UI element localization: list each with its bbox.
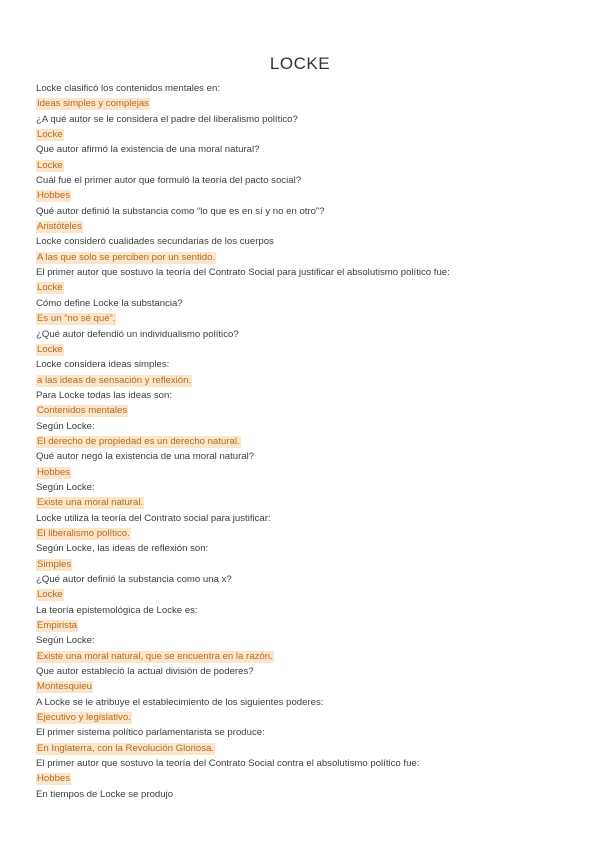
qa-list: [36, 81, 576, 802]
question-text: ¿Qué autor definió la substancia como una x?: [36, 574, 232, 585]
question-text: Qué autor negó la existencia de una moral natural?: [36, 451, 255, 463]
question-text: La teoría epistemológica de Locke es:: [36, 604, 198, 616]
highlighted-answer: Ideas simples y complejas: [37, 98, 149, 110]
answer-row: [36, 342, 576, 357]
question-text: ¿Qué autor defendió un individualismo político?: [36, 328, 239, 340]
question-text: Para Locke todas las ideas son:: [36, 389, 172, 401]
question-text: Locke considera ideas simples:: [36, 359, 170, 371]
highlighted-answer: Locke: [37, 343, 63, 355]
answer-row: [36, 649, 576, 664]
question-text: Cuál fue el primer autor que formuló la teoría del pacto social?: [36, 175, 302, 187]
highlighted-answer: Locke: [37, 159, 63, 171]
highlighted-answer: Hobbes: [37, 190, 71, 202]
question-text: Que autor estableció la actual división de poderes?: [36, 666, 254, 678]
highlighted-answer: a las ideas de sensación y reflexión.: [37, 374, 192, 386]
answer-row: [36, 587, 576, 602]
answer-row: [36, 280, 576, 295]
answer-row: [36, 526, 576, 541]
question-text: El primer autor que sostuvo la teoría del Contrato Social para justificar el absolutismo político fue:: [36, 267, 450, 279]
answer-row: [36, 250, 576, 265]
question-text: Locke consideró cualidades secundarias de los cuerpos: [36, 236, 274, 248]
highlighted-answer: Empirista: [37, 620, 77, 632]
highlighted-answer: Locke: [37, 282, 63, 294]
question-text: Según Locke:: [36, 481, 95, 493]
answer-row: [36, 618, 576, 633]
highlighted-answer: Es un “no sé qué”.: [37, 313, 116, 325]
question-text: El primer sistema político parlamentarista se produce:: [36, 727, 265, 739]
question-text: Locke clasificó los contenidos mentales en:: [36, 83, 220, 94]
highlighted-answer: Montesquieu: [37, 681, 92, 693]
answer-row: [36, 741, 576, 756]
highlighted-answer: Existe una moral natural.: [37, 497, 144, 509]
highlighted-answer: Aristóteles: [37, 221, 82, 233]
highlighted-answer: En Inglaterra, con la Revolución Gloriosa.: [37, 742, 215, 754]
highlighted-answer: A las que solo se perciben por un sentido.: [37, 251, 216, 263]
highlighted-answer: Locke: [37, 129, 63, 141]
question-text: Según Locke, las ideas de reflexión son:: [36, 543, 209, 555]
answer-row: [36, 710, 576, 725]
answer-row: [36, 679, 576, 694]
answer-row: [36, 465, 576, 480]
question-text: ¿A qué autor se le considera el padre del liberalismo político?: [36, 113, 298, 125]
answer-row: [36, 557, 576, 572]
answer-row: [36, 96, 576, 111]
question-text: Qué autor definió la substancia como “lo que es en sí y no en otro”?: [36, 205, 325, 217]
highlighted-answer: Ejecutivo y legislativo.: [37, 712, 131, 724]
highlighted-answer: Hobbes: [37, 773, 71, 785]
question-text: Según Locke:: [36, 635, 95, 647]
question-text: Según Locke:: [36, 420, 95, 432]
answer-row: [36, 188, 576, 203]
highlighted-answer: Locke: [37, 589, 63, 601]
highlighted-answer: Simples: [37, 558, 72, 570]
highlighted-answer: El liberalismo político.: [37, 527, 130, 539]
answer-row: [36, 434, 576, 449]
highlighted-answer: Existe una moral natural, que se encuentra en la razón.: [37, 650, 273, 662]
answer-row: [36, 311, 576, 326]
highlighted-answer: El derecho de propiedad es un derecho natural.: [37, 435, 240, 447]
answer-row: [36, 158, 576, 173]
answer-row: [36, 771, 576, 786]
highlighted-answer: Hobbes: [37, 466, 71, 478]
question-text: Locke utiliza la teoría del Contrato social para justificar:: [36, 512, 271, 524]
answer-row: [36, 219, 576, 234]
answer-row: [36, 373, 576, 388]
page-title: LOCKE: [269, 54, 331, 73]
question-text: En tiempos de Locke se produjo: [36, 788, 174, 800]
question-text: Cómo define Locke la substancia?: [36, 297, 183, 309]
question-text: A Locke se le atribuye el establecimiento de los siguientes poderes:: [36, 696, 324, 708]
answer-row: [36, 495, 576, 510]
highlighted-answer: Contenidos mentales: [37, 405, 128, 417]
answer-row: [36, 403, 576, 418]
question-text: Que autor afirmó la existencia de una moral natural?: [36, 144, 260, 156]
answer-row: [36, 127, 576, 142]
question-text: El primer autor que sostuvo la teoría del Contrato Social contra el absolutismo político fue:: [36, 758, 420, 770]
